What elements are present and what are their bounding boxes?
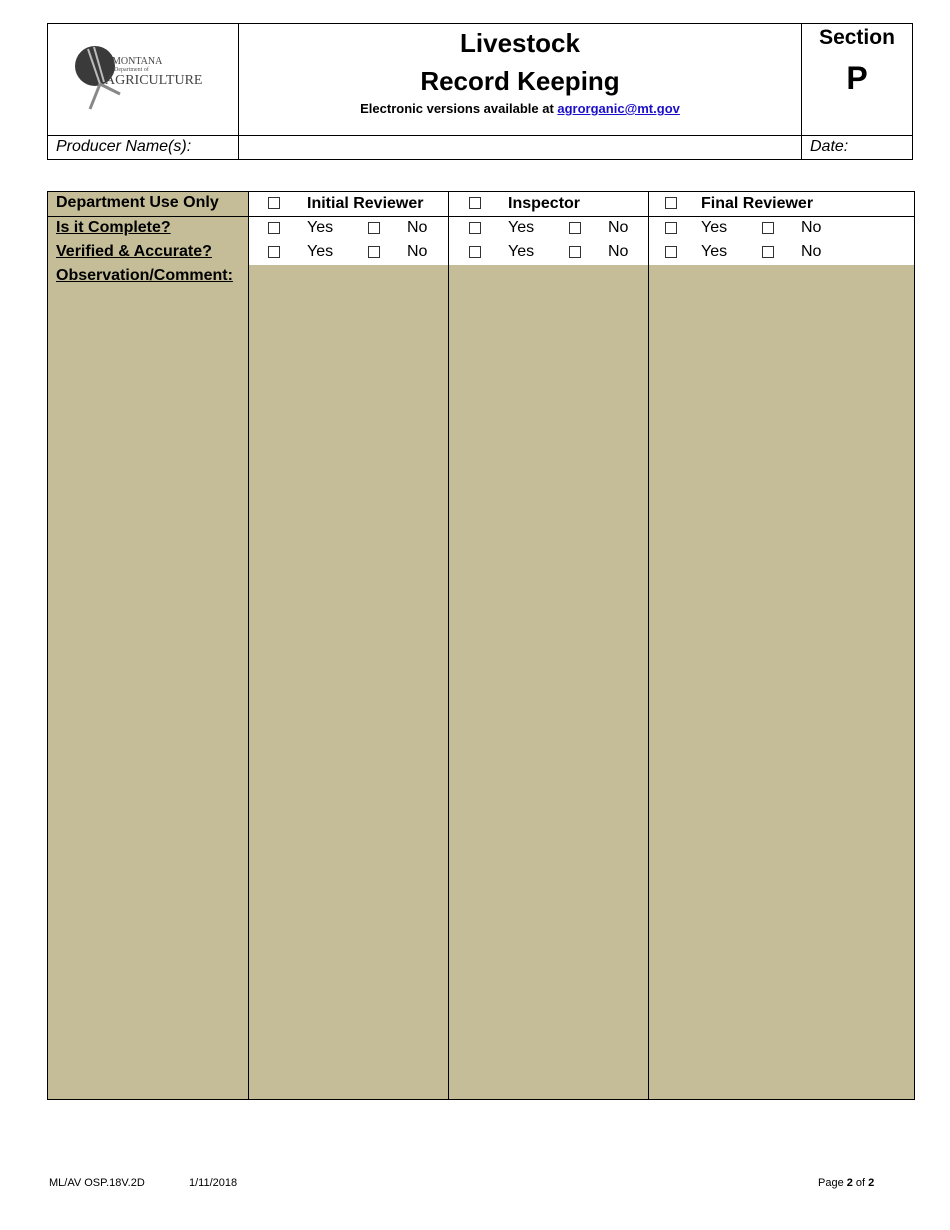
- final-reviewer-checkbox[interactable]: [665, 197, 677, 209]
- yes-label: Yes: [701, 243, 728, 260]
- form-date: 1/11/2018: [189, 1177, 238, 1189]
- final-verified-yes-checkbox[interactable]: [665, 246, 677, 258]
- subtitle: [239, 101, 801, 116]
- form-header: [47, 23, 913, 160]
- inspector-label: Inspector: [508, 195, 581, 212]
- yes-label: Yes: [307, 219, 334, 236]
- department-use-table: [47, 191, 915, 1100]
- page-number: [818, 1177, 874, 1189]
- inspector-verified-no-checkbox[interactable]: [569, 246, 581, 258]
- complete-label: Is it Complete?: [56, 219, 171, 236]
- yes-label: Yes: [508, 219, 535, 236]
- yes-label: Yes: [701, 219, 728, 236]
- no-label: No: [608, 219, 629, 236]
- initial-reviewer-comment-field[interactable]: [249, 266, 448, 1099]
- no-label: No: [407, 219, 428, 236]
- section-value: P: [846, 60, 868, 96]
- montana-agriculture-logo: [70, 44, 220, 114]
- final-verified-no-checkbox[interactable]: [762, 246, 774, 258]
- final-complete-yes-checkbox[interactable]: [665, 222, 677, 234]
- no-label: No: [608, 243, 629, 260]
- inspector-comment-field[interactable]: [449, 266, 648, 1099]
- department-use-label: Department Use Only: [56, 194, 219, 211]
- verified-label: Verified & Accurate?: [56, 243, 212, 260]
- page-current: 2: [846, 1177, 853, 1189]
- inspector-verified-yes-checkbox[interactable]: [469, 246, 481, 258]
- section-label: Section: [819, 26, 895, 49]
- subtitle-text: Electronic versions available at: [360, 101, 558, 116]
- initial-verified-yes-checkbox[interactable]: [268, 246, 280, 258]
- final-reviewer-comment-field[interactable]: [649, 266, 914, 1099]
- producer-name-field[interactable]: [239, 136, 801, 160]
- inspector-complete-no-checkbox[interactable]: [569, 222, 581, 234]
- date-label: Date:: [810, 138, 849, 155]
- page-of: of: [852, 1177, 869, 1189]
- no-label: No: [801, 243, 822, 260]
- svg-text:Department of: Department of: [114, 67, 149, 73]
- producer-label: Producer Name(s):: [56, 138, 192, 155]
- yes-label: Yes: [508, 243, 535, 260]
- final-reviewer-label: Final Reviewer: [701, 195, 814, 212]
- initial-reviewer-checkbox[interactable]: [268, 197, 280, 209]
- divider: [48, 216, 914, 217]
- email-link[interactable]: agrorganic@mt.gov: [557, 101, 680, 116]
- comment-label: Observation/Comment:: [56, 267, 233, 284]
- initial-verified-no-checkbox[interactable]: [368, 246, 380, 258]
- page-prefix: Page: [818, 1177, 847, 1189]
- no-label: No: [407, 243, 428, 260]
- svg-text:MONTANA: MONTANA: [112, 56, 163, 67]
- page-total: 2: [868, 1177, 875, 1189]
- yes-label: Yes: [307, 243, 334, 260]
- title-line-1: Livestock: [460, 28, 580, 58]
- inspector-complete-yes-checkbox[interactable]: [469, 222, 481, 234]
- date-field[interactable]: [858, 136, 913, 160]
- svg-text:AGRICULTURE: AGRICULTURE: [105, 73, 203, 88]
- form-id: ML/AV OSP.18V.2D: [49, 1177, 145, 1189]
- inspector-checkbox[interactable]: [469, 197, 481, 209]
- initial-complete-yes-checkbox[interactable]: [268, 222, 280, 234]
- title-line-2: Record Keeping: [420, 66, 620, 96]
- no-label: No: [801, 219, 822, 236]
- final-complete-no-checkbox[interactable]: [762, 222, 774, 234]
- initial-complete-no-checkbox[interactable]: [368, 222, 380, 234]
- initial-reviewer-label: Initial Reviewer: [307, 195, 424, 212]
